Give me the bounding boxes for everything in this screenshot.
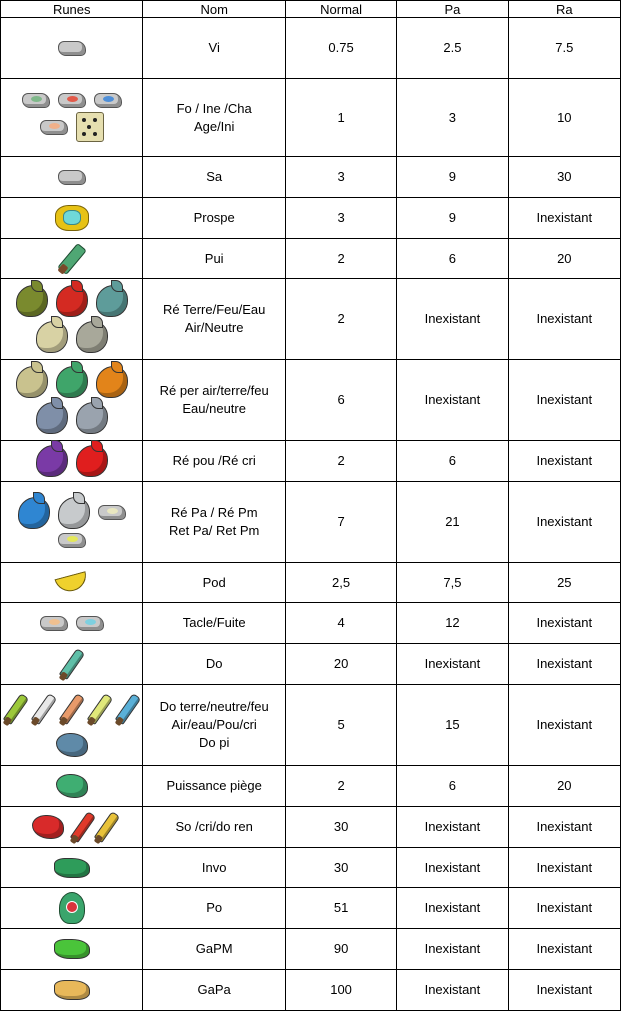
runes-cell (1, 360, 143, 441)
neutral-resist-rune-icon (76, 321, 108, 353)
nom-cell: Invo (143, 848, 285, 888)
earth-resist-rune-icon (16, 285, 48, 317)
runes-cell (1, 929, 143, 970)
initiative-dice-icon (76, 112, 104, 142)
power-rune-icon (57, 242, 87, 274)
nom-cell: Pui (143, 239, 285, 279)
critical-resist-rune-icon (76, 445, 108, 477)
normal-cell: 2 (285, 766, 396, 807)
runes-cell (1, 807, 143, 848)
runes-cell (1, 563, 143, 603)
water-damage-rune-icon (114, 693, 141, 725)
runes-cell (1, 239, 143, 279)
table-row (1, 888, 621, 929)
pa-cell: 6 (397, 766, 508, 807)
ra-cell: Inexistant (508, 360, 620, 441)
table-row (1, 644, 621, 685)
normal-cell: 5 (285, 685, 396, 766)
earth-damage-rune-icon (2, 693, 29, 725)
nom-cell: Fo / Ine /Cha Age/Ini (143, 79, 285, 157)
pa-cell: 2.5 (397, 18, 508, 79)
table-row (1, 279, 621, 360)
mp-gain-rune-icon (54, 939, 90, 959)
nom-cell: Ré pou /Ré cri (143, 441, 285, 482)
reflect-rune-icon (93, 811, 120, 843)
normal-cell: 30 (285, 807, 396, 848)
table-row (1, 360, 621, 441)
air-damage-rune-icon (86, 693, 113, 725)
ap-reduction-rune-icon (98, 505, 126, 520)
nom-cell: Ré Pa / Ré Pm Ret Pa/ Ret Pm (143, 482, 285, 563)
water-resist-rune-icon (96, 285, 128, 317)
nom-cell: So /cri/do ren (143, 807, 285, 848)
range-rune-icon (59, 892, 85, 924)
ap-resist-rune-icon (18, 497, 50, 529)
normal-cell: 20 (285, 644, 396, 685)
pa-cell: 15 (397, 685, 508, 766)
neutral-damage-rune-icon (30, 693, 57, 725)
runes-cell (1, 441, 143, 482)
runes-cell (1, 603, 143, 644)
ra-cell: Inexistant (508, 644, 620, 685)
runes-cell (1, 279, 143, 360)
header-runes: Runes (1, 1, 143, 18)
table-row (1, 603, 621, 644)
heal-rune-icon (32, 815, 64, 839)
pa-cell: 9 (397, 198, 508, 239)
header-pa: Pa (397, 1, 508, 18)
nom-cell: Sa (143, 157, 285, 198)
runes-cell (1, 888, 143, 929)
normal-cell: 3 (285, 157, 396, 198)
header-row (1, 1, 621, 18)
nom-cell: Prospe (143, 198, 285, 239)
pa-cell: 6 (397, 239, 508, 279)
pa-cell: Inexistant (397, 848, 508, 888)
prospecting-rune-icon (55, 205, 89, 231)
pa-cell: 9 (397, 157, 508, 198)
runes-cell (1, 766, 143, 807)
ra-cell: Inexistant (508, 888, 620, 929)
pa-cell: Inexistant (397, 279, 508, 360)
header-nom: Nom (143, 1, 285, 18)
pa-cell: 21 (397, 482, 508, 563)
ra-cell: 20 (508, 766, 620, 807)
ra-cell: Inexistant (508, 279, 620, 360)
normal-cell: 3 (285, 198, 396, 239)
nom-cell: GaPM (143, 929, 285, 970)
ra-cell: Inexistant (508, 929, 620, 970)
pa-cell: Inexistant (397, 929, 508, 970)
runes-cell (1, 848, 143, 888)
pushback-resist-rune-icon (36, 445, 68, 477)
header-ra: Ra (508, 1, 620, 18)
ra-cell: 7.5 (508, 18, 620, 79)
runes-cell (1, 157, 143, 198)
table-row (1, 848, 621, 888)
normal-cell: 4 (285, 603, 396, 644)
water-percent-resist-rune-icon (36, 402, 68, 434)
normal-cell: 2 (285, 239, 396, 279)
normal-cell: 2 (285, 441, 396, 482)
table-row (1, 157, 621, 198)
pa-cell: 12 (397, 603, 508, 644)
runes-cell (1, 644, 143, 685)
nom-cell: GaPa (143, 970, 285, 1011)
table-row (1, 239, 621, 279)
ra-cell: 20 (508, 239, 620, 279)
runes-cell (1, 482, 143, 563)
table-row (1, 18, 621, 79)
intelligence-rune-icon (58, 93, 86, 108)
runes-cell (1, 685, 143, 766)
air-resist-rune-icon (36, 321, 68, 353)
table-row (1, 970, 621, 1011)
pa-cell: 3 (397, 79, 508, 157)
dodge-rune-icon (76, 616, 104, 631)
header-normal: Normal (285, 1, 396, 18)
pa-cell: Inexistant (397, 888, 508, 929)
table-row (1, 482, 621, 563)
ra-cell: Inexistant (508, 441, 620, 482)
normal-cell: 2 (285, 279, 396, 360)
table-row (1, 807, 621, 848)
mp-resist-rune-icon (58, 497, 90, 529)
ra-cell: 25 (508, 563, 620, 603)
ap-gain-rune-icon (54, 980, 90, 1000)
fire-damage-rune-icon (58, 693, 85, 725)
runes-cell (1, 79, 143, 157)
normal-cell: 30 (285, 848, 396, 888)
wisdom-rune-icon (58, 170, 86, 185)
nom-cell: Pod (143, 563, 285, 603)
nom-cell: Ré Terre/Feu/Eau Air/Neutre (143, 279, 285, 360)
nom-cell: Do terre/neutre/feu Air/eau/Pou/cri Do pi (143, 685, 285, 766)
normal-cell: 51 (285, 888, 396, 929)
vitality-rune-icon (58, 41, 86, 56)
neutral-percent-resist-rune-icon (76, 402, 108, 434)
runes-cell (1, 970, 143, 1011)
nom-cell: Puissance piège (143, 766, 285, 807)
ra-cell: 10 (508, 79, 620, 157)
table-row (1, 685, 621, 766)
fire-percent-resist-rune-icon (96, 366, 128, 398)
normal-cell: 0.75 (285, 18, 396, 79)
normal-cell: 6 (285, 360, 396, 441)
lock-rune-icon (40, 616, 68, 631)
critical-rune-icon (69, 811, 96, 843)
earth-percent-resist-rune-icon (56, 366, 88, 398)
trap-power-rune-icon (56, 774, 88, 798)
pa-cell: Inexistant (397, 644, 508, 685)
pa-cell: 6 (397, 441, 508, 482)
runes-cell (1, 198, 143, 239)
table-row (1, 198, 621, 239)
table-row (1, 766, 621, 807)
fire-resist-rune-icon (56, 285, 88, 317)
ra-cell: Inexistant (508, 848, 620, 888)
nom-cell: Po (143, 888, 285, 929)
trap-damage-rune-icon (56, 733, 88, 757)
runes-cell (1, 18, 143, 79)
table-row (1, 929, 621, 970)
mp-reduction-rune-icon (58, 533, 86, 548)
agility-rune-icon (40, 120, 68, 135)
normal-cell: 1 (285, 79, 396, 157)
chance-rune-icon (94, 93, 122, 108)
ra-cell: Inexistant (508, 685, 620, 766)
nom-cell: Vi (143, 18, 285, 79)
table-row (1, 79, 621, 157)
nom-cell: Ré per air/terre/feu Eau/neutre (143, 360, 285, 441)
nom-cell: Do (143, 644, 285, 685)
pods-rune-icon (54, 571, 89, 595)
table-row (1, 563, 621, 603)
normal-cell: 2,5 (285, 563, 396, 603)
nom-cell: Tacle/Fuite (143, 603, 285, 644)
pa-cell: Inexistant (397, 970, 508, 1011)
normal-cell: 7 (285, 482, 396, 563)
ra-cell: Inexistant (508, 970, 620, 1011)
damage-rune-icon (58, 648, 85, 680)
ra-cell: Inexistant (508, 807, 620, 848)
ra-cell: 30 (508, 157, 620, 198)
pa-cell: Inexistant (397, 807, 508, 848)
table-row (1, 441, 621, 482)
strength-rune-icon (22, 93, 50, 108)
ra-cell: Inexistant (508, 198, 620, 239)
summon-rune-icon (54, 858, 90, 878)
air-percent-resist-rune-icon (16, 366, 48, 398)
pa-cell: Inexistant (397, 360, 508, 441)
normal-cell: 100 (285, 970, 396, 1011)
ra-cell: Inexistant (508, 603, 620, 644)
ra-cell: Inexistant (508, 482, 620, 563)
pa-cell: 7,5 (397, 563, 508, 603)
normal-cell: 90 (285, 929, 396, 970)
